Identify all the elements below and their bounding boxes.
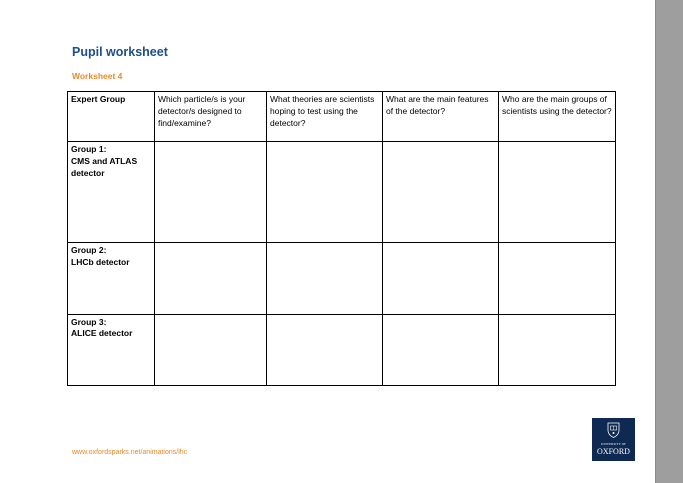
- group-number: Group 3:: [71, 316, 107, 327]
- answer-cell[interactable]: [499, 243, 616, 314]
- header-scientist-groups: Who are the main groups of scientists using the detector?: [499, 92, 616, 142]
- answer-cell[interactable]: [267, 314, 383, 386]
- table-header-row: [68, 92, 616, 142]
- answer-cell[interactable]: [267, 142, 383, 243]
- page-title: Pupil worksheet: [72, 45, 168, 59]
- answer-cell[interactable]: [499, 314, 616, 386]
- worksheet-subtitle: Worksheet 4: [72, 71, 123, 81]
- header-expert-group: Expert Group: [68, 92, 155, 142]
- group-number: Group 1:: [71, 144, 107, 154]
- logo-university-of: UNIVERSITY OF: [600, 442, 627, 446]
- group-cell: [68, 314, 155, 386]
- footer-link[interactable]: www.oxfordsparks.net/animations/lhc: [72, 449, 188, 456]
- answer-cell[interactable]: [383, 142, 499, 243]
- group-cell: [68, 243, 155, 314]
- answer-cell[interactable]: [155, 314, 267, 386]
- answer-cell[interactable]: [499, 142, 616, 243]
- group-number: Group 2:: [71, 245, 107, 256]
- table-row: [68, 314, 616, 386]
- answer-cell[interactable]: [383, 243, 499, 314]
- group-detector: CMS and ATLAS detector: [71, 155, 138, 178]
- group-cell: [68, 142, 155, 243]
- oxford-logo: [592, 418, 635, 461]
- answer-cell[interactable]: [383, 314, 499, 386]
- table-row: [68, 142, 616, 243]
- crest-icon: [607, 422, 620, 438]
- logo-oxford: OXFORD: [597, 447, 630, 456]
- group-detector: LHCb detector: [71, 256, 130, 267]
- answer-cell[interactable]: [267, 243, 383, 314]
- answer-cell[interactable]: [155, 243, 267, 314]
- header-theories: What theories are scientists hoping to test using the detector?: [267, 92, 383, 142]
- header-particles: Which particle/s is your detector/s designed to find/examine?: [155, 92, 267, 142]
- header-features: What are the main features of the detector?: [383, 92, 499, 142]
- table-row: [68, 243, 616, 314]
- answer-cell[interactable]: [155, 142, 267, 243]
- group-detector: ALICE detector: [71, 328, 133, 339]
- worksheet-table: [67, 91, 616, 386]
